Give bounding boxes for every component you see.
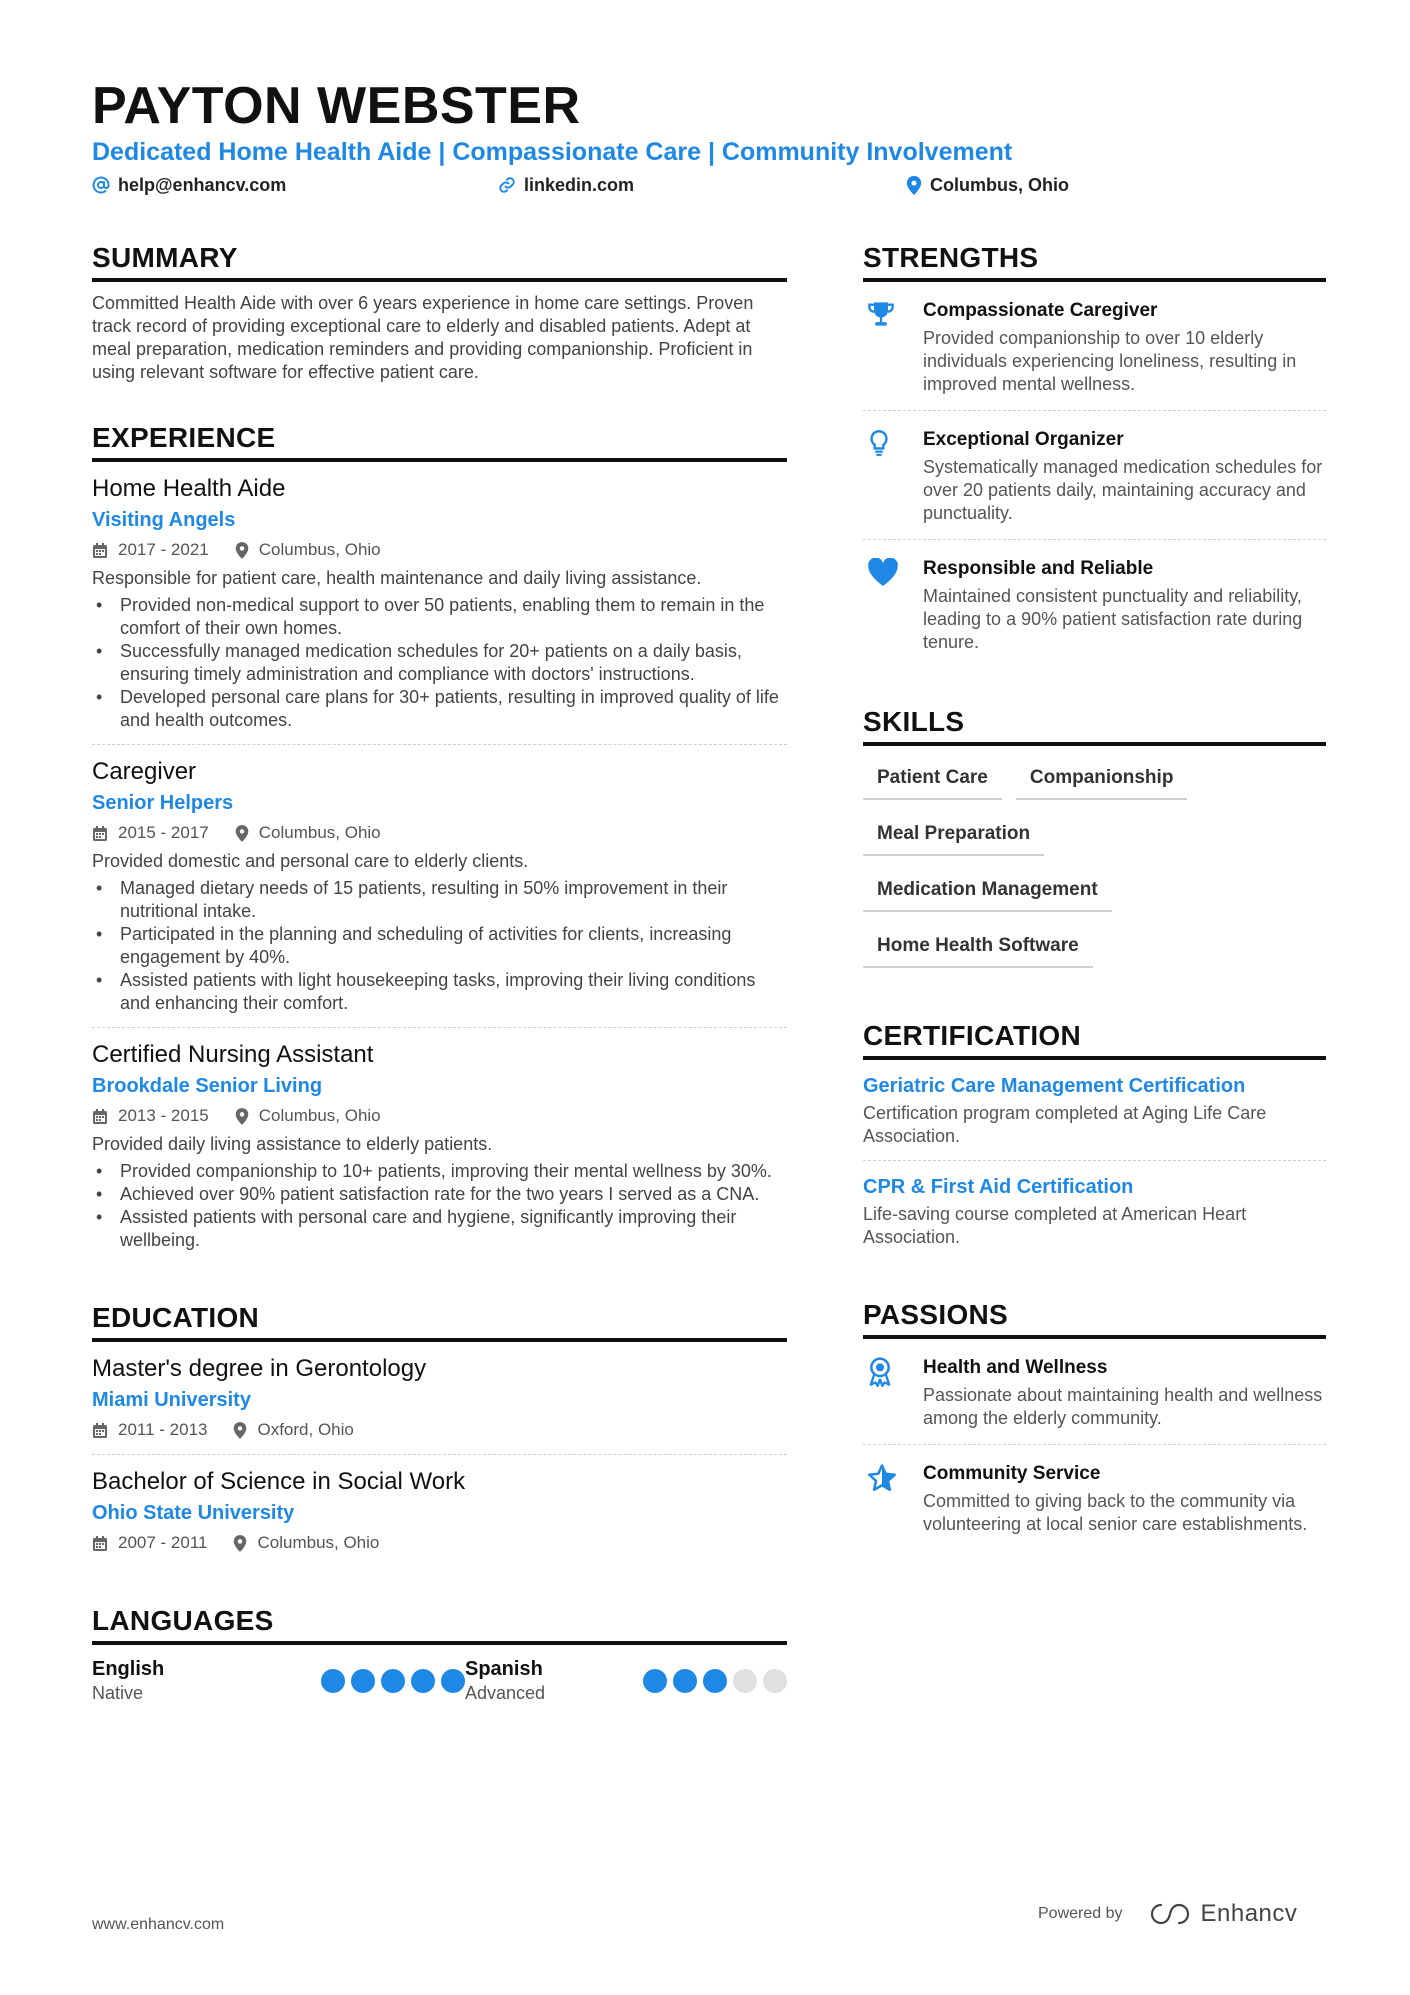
link-icon (498, 176, 516, 194)
skill-tag: Companionship (1016, 758, 1188, 800)
skill-tag: Patient Care (863, 758, 1002, 800)
calendar-icon (92, 1422, 108, 1439)
job-location (235, 1104, 381, 1128)
education-dates (92, 1531, 207, 1555)
footer-powered-by[interactable] (1038, 1900, 1297, 1928)
job-description: Provided domestic and personal care to elderly clients. (92, 851, 529, 871)
location-pin-icon (235, 1108, 249, 1125)
job-bullet: • Developed personal care plans for 30+ patients, resulting in improved quality of life and health outcomes. (92, 686, 787, 732)
education-meta (92, 1531, 787, 1555)
language-item (92, 1657, 465, 1705)
job-bullets (92, 594, 787, 732)
job-title: Caregiver (92, 758, 197, 785)
enhancv-brand: Enhancv (1200, 1900, 1298, 1927)
job-location-text: Columbus, Ohio (258, 1106, 381, 1125)
skills-heading: SKILLS (863, 704, 1326, 746)
languages-section (92, 1603, 787, 1705)
rating-dot-empty (763, 1669, 787, 1693)
education-location-text: Columbus, Ohio (257, 1533, 380, 1552)
job-dates (92, 1104, 209, 1128)
job-location (235, 538, 381, 562)
strength-description: Maintained consistent punctuality and reliability, leading to a 90% patient satisfaction rate during tenure. (923, 586, 1303, 652)
contact-location (906, 172, 1069, 198)
language-rating (637, 1669, 787, 1693)
language-name: English (92, 1658, 165, 1680)
experience-item (92, 1028, 787, 1264)
education-dates (92, 1418, 207, 1442)
strength-title: Compassionate Caregiver (923, 300, 1158, 321)
job-bullet: • Participated in the planning and scheduling of activities for clients, increasing engagement by 40%. (92, 923, 787, 969)
job-bullet: • Assisted patients with light housekeeping tasks, improving their living conditions and enhancing their comfort. (92, 969, 787, 1015)
skills-section (863, 704, 1326, 982)
contact-linkedin[interactable] (498, 172, 634, 198)
rating-dot-empty (733, 1669, 757, 1693)
education-location (233, 1531, 379, 1555)
job-bullets (92, 877, 787, 1015)
passion-description: Passionate about maintaining health and wellness among the elderly community. (923, 1385, 1323, 1428)
location-pin-icon (906, 176, 922, 195)
strengths-heading: STRENGTHS (863, 240, 1326, 282)
rating-dot-filled (381, 1669, 405, 1693)
strength-title: Exceptional Organizer (923, 429, 1124, 450)
job-bullet: • Managed dietary needs of 15 patients, resulting in 50% improvement in their nutritional intake. (92, 877, 787, 923)
experience-heading: EXPERIENCE (92, 420, 787, 462)
skill-tag: Home Health Software (863, 926, 1093, 968)
strength-description: Systematically managed medication schedules for over 20 patients daily, maintaining accuracy and punctuality. (923, 457, 1323, 523)
job-title: Home Health Aide (92, 475, 286, 502)
lightbulb-icon (867, 429, 891, 457)
job-location-text: Columbus, Ohio (258, 823, 381, 842)
skill-tag: Medication Management (863, 870, 1112, 912)
job-company: Senior Helpers (92, 792, 234, 814)
strength-description: Provided companionship to over 10 elderly individuals experiencing loneliness, resulting in improved mental wellness. (923, 328, 1297, 394)
languages-list (92, 1657, 787, 1705)
skill-tag: Meal Preparation (863, 814, 1044, 856)
strength-item (863, 540, 1326, 668)
at-icon (92, 176, 110, 194)
passion-title: Health and Wellness (923, 1357, 1108, 1378)
heart-icon (867, 558, 899, 586)
job-location (235, 821, 381, 845)
language-item (465, 1657, 787, 1705)
skills-list (863, 758, 1326, 982)
job-dates-text: 2015 - 2017 (118, 823, 209, 842)
location-text: Columbus, Ohio (930, 175, 1069, 195)
school-name: Miami University (92, 1389, 251, 1411)
powered-by-label: Powered by (1038, 1905, 1123, 1922)
calendar-icon (92, 825, 108, 842)
school-name: Ohio State University (92, 1502, 295, 1524)
education-dates-text: 2007 - 2011 (118, 1533, 208, 1552)
right-column (863, 240, 1326, 1586)
summary-heading: SUMMARY (92, 240, 787, 282)
rating-dot-filled (351, 1669, 375, 1693)
candidate-name: PAYTON WEBSTER (92, 77, 581, 135)
location-pin-icon (233, 1422, 247, 1439)
job-bullet: • Achieved over 90% patient satisfaction rate for the two years I served as a CNA. (92, 1183, 787, 1206)
experience-item (92, 745, 787, 1028)
summary-section (92, 240, 787, 384)
passion-item (863, 1339, 1326, 1445)
education-location (233, 1418, 353, 1442)
calendar-icon (92, 542, 108, 559)
enhancv-logo-icon (1147, 1901, 1193, 1927)
education-heading: EDUCATION (92, 1300, 787, 1342)
degree-title: Master's degree in Gerontology (92, 1355, 427, 1382)
strength-item (863, 411, 1326, 540)
footer-website[interactable]: www.enhancv.com (92, 1916, 225, 1933)
location-pin-icon (235, 825, 249, 842)
job-dates-text: 2013 - 2015 (118, 1106, 209, 1125)
job-dates (92, 538, 209, 562)
job-meta (92, 1104, 787, 1128)
strength-item (863, 282, 1326, 411)
job-meta (92, 821, 787, 845)
passions-section (863, 1297, 1326, 1550)
certification-heading: CERTIFICATION (863, 1018, 1326, 1060)
education-item (92, 1455, 787, 1567)
job-description: Responsible for patient care, health maintenance and daily living assistance. (92, 568, 702, 588)
job-title: Certified Nursing Assistant (92, 1041, 374, 1068)
job-bullet: • Assisted patients with personal care and hygiene, significantly improving their wellbeing. (92, 1206, 787, 1252)
language-level: Advanced (465, 1683, 546, 1703)
education-meta (92, 1418, 787, 1442)
rating-dot-filled (321, 1669, 345, 1693)
job-description: Provided daily living assistance to elderly patients. (92, 1134, 493, 1154)
email-text: help@enhancv.com (118, 175, 287, 195)
passion-item (863, 1445, 1326, 1550)
certification-title: Geriatric Care Management Certification (863, 1075, 1246, 1097)
job-dates-text: 2017 - 2021 (118, 540, 209, 559)
certification-section (863, 1018, 1326, 1261)
rating-dot-filled (703, 1669, 727, 1693)
education-item (92, 1342, 787, 1455)
language-name: Spanish (465, 1658, 543, 1680)
passions-heading: PASSIONS (863, 1297, 1326, 1339)
location-pin-icon (235, 542, 249, 559)
location-pin-icon (233, 1535, 247, 1552)
rating-dot-filled (411, 1669, 435, 1693)
education-location-text: Oxford, Ohio (257, 1420, 354, 1439)
certification-item (863, 1060, 1326, 1161)
job-bullets (92, 1160, 787, 1252)
medal-icon (867, 1357, 893, 1387)
summary-text: Committed Health Aide with over 6 years experience in home care settings. Proven track record of providing exceptional care to elderly and disabled patients. Adept at meal preparation, medication reminders and providing companionship. Proficient in using relevant software for effective patient care. (92, 293, 754, 382)
certification-description: Life-saving course completed at American Heart Association. (863, 1204, 1247, 1247)
strength-title: Responsible and Reliable (923, 558, 1154, 579)
strengths-section (863, 240, 1326, 668)
job-bullet: • Provided non-medical support to over 50 patients, enabling them to remain in the comfort of their own homes. (92, 594, 787, 640)
left-column (92, 240, 787, 1741)
passion-title: Community Service (923, 1463, 1101, 1484)
education-section (92, 1300, 787, 1567)
linkedin-text: linkedin.com (524, 175, 635, 195)
job-company: Visiting Angels (92, 509, 236, 531)
star-icon (867, 1463, 897, 1493)
experience-item (92, 462, 787, 745)
languages-heading: LANGUAGES (92, 1603, 787, 1645)
job-bullet: • Provided companionship to 10+ patients, improving their mental wellness by 30%. (92, 1160, 787, 1183)
certification-title: CPR & First Aid Certification (863, 1176, 1134, 1198)
job-location-text: Columbus, Ohio (258, 540, 381, 559)
degree-title: Bachelor of Science in Social Work (92, 1468, 466, 1495)
contact-email[interactable] (92, 172, 286, 198)
language-level: Native (92, 1683, 144, 1703)
rating-dot-filled (441, 1669, 465, 1693)
job-bullet: • Successfully managed medication schedules for 20+ patients on a daily basis, ensuring timely administration and compliance with doctors' instructions. (92, 640, 787, 686)
trophy-icon (867, 300, 895, 328)
job-meta (92, 538, 787, 562)
rating-dot-filled (673, 1669, 697, 1693)
certification-item (863, 1161, 1326, 1261)
language-rating (315, 1669, 465, 1693)
calendar-icon (92, 1108, 108, 1125)
job-company: Brookdale Senior Living (92, 1075, 323, 1097)
candidate-tagline: Dedicated Home Health Aide | Compassionate Care | Community Involvement (92, 138, 1013, 166)
passion-description: Committed to giving back to the community via volunteering at local senior care establishments. (923, 1491, 1308, 1534)
calendar-icon (92, 1535, 108, 1552)
education-dates-text: 2011 - 2013 (118, 1420, 208, 1439)
certification-description: Certification program completed at Aging Life Care Association. (863, 1103, 1267, 1146)
rating-dot-filled (643, 1669, 667, 1693)
experience-section (92, 420, 787, 1264)
job-dates (92, 821, 209, 845)
